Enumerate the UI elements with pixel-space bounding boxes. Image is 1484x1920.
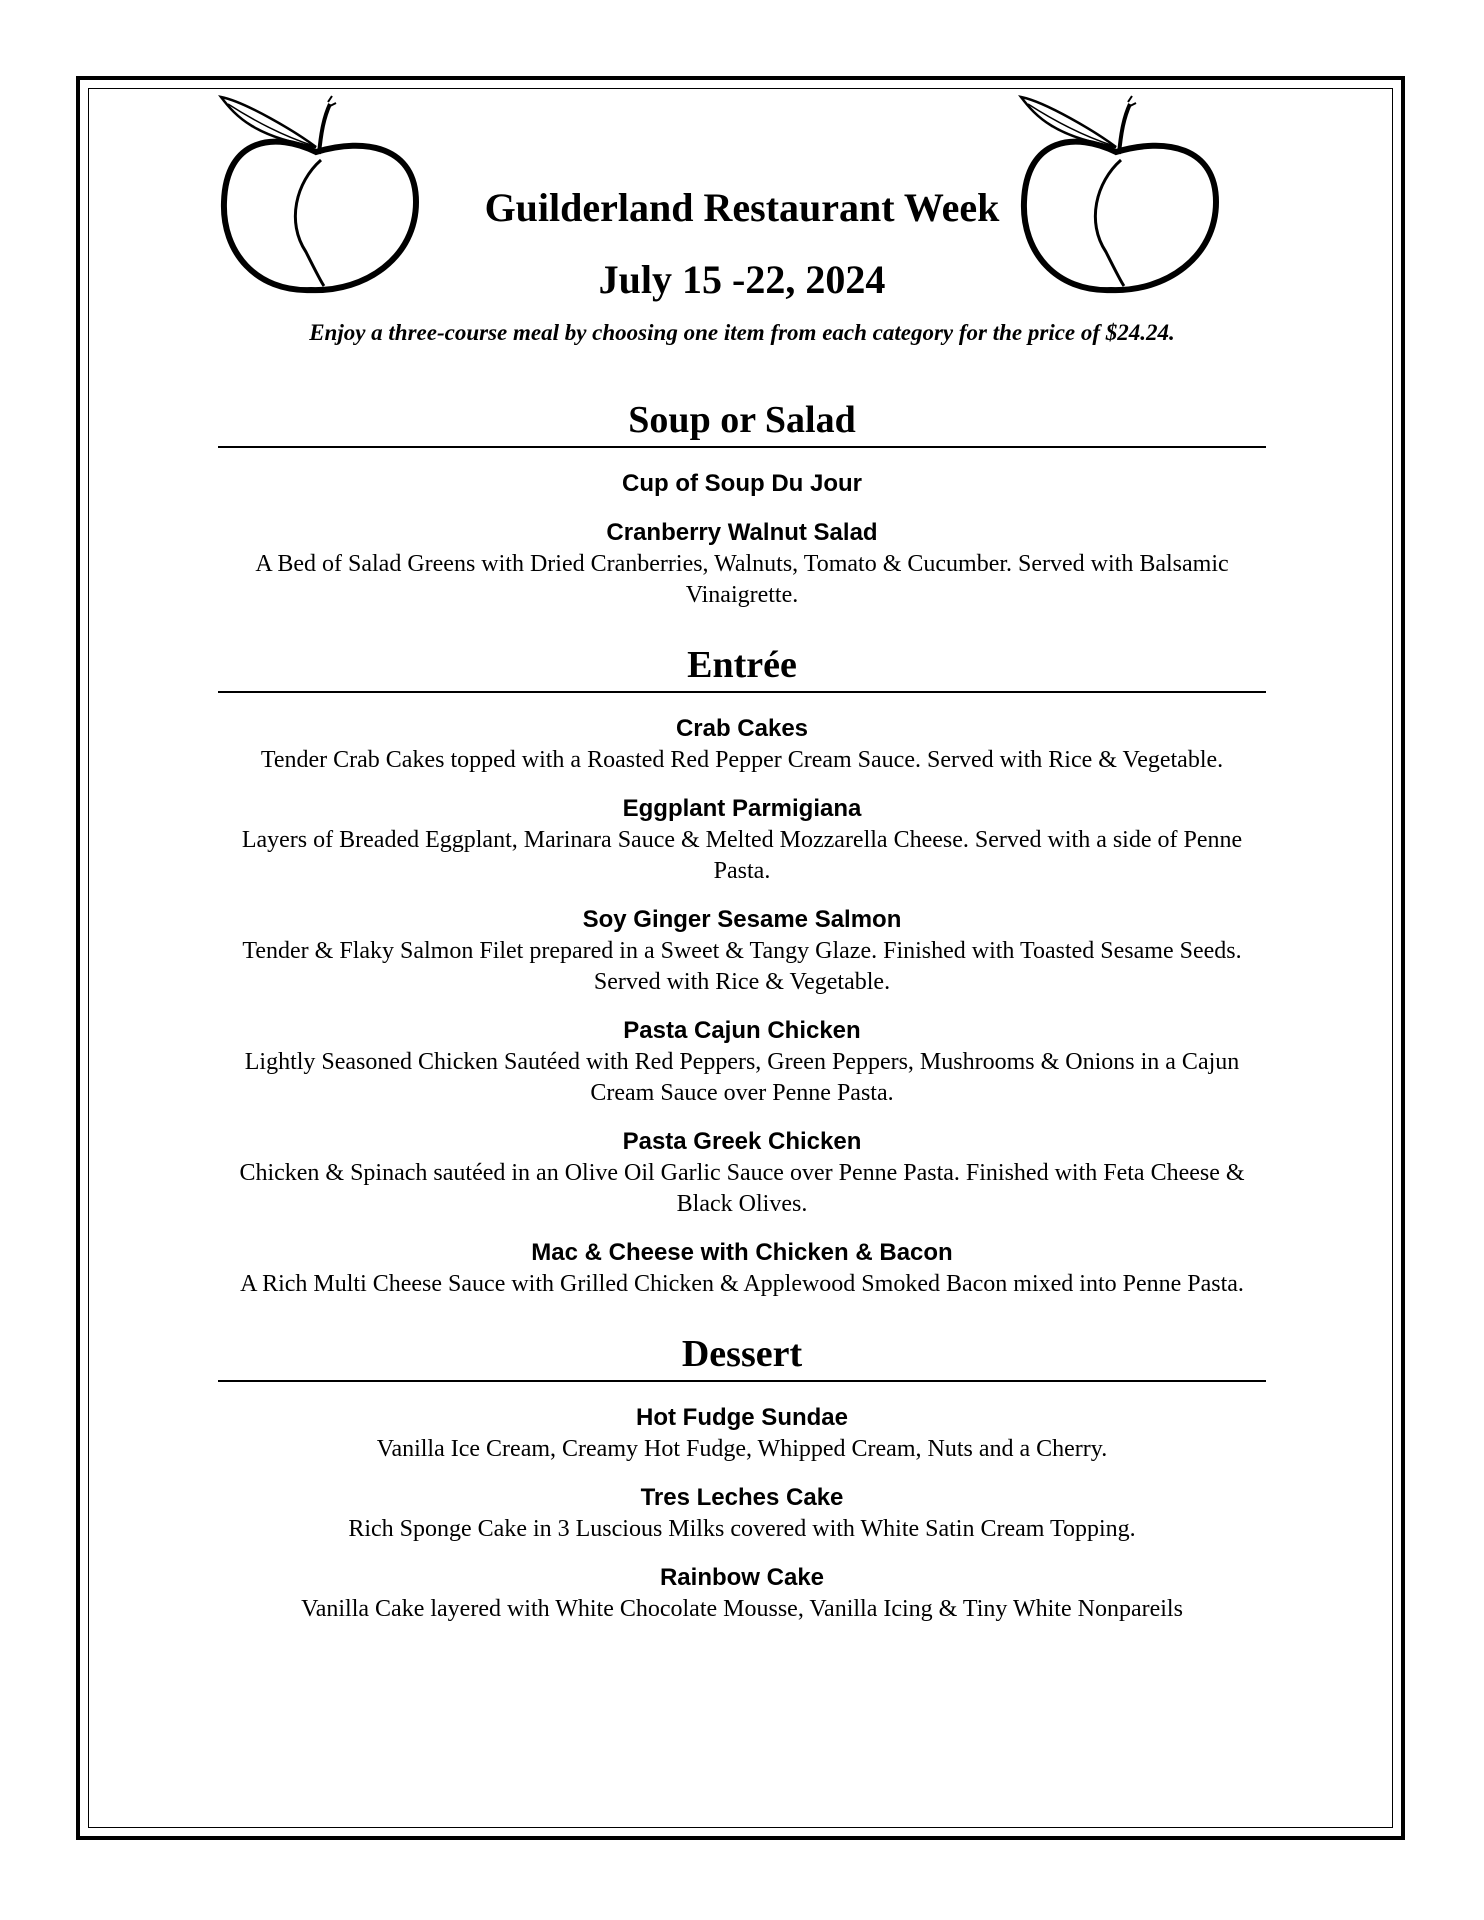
item-name: Mac & Cheese with Chicken & Bacon [531,1239,953,1266]
item-name: Soy Ginger Sesame Salmon [582,906,902,933]
menu-item [218,713,1266,776]
section-title: Dessert [218,1332,1266,1382]
event-dates: July 15 -22, 2024 [598,257,886,302]
menu-item [218,1126,1266,1220]
item-name: Crab Cakes [675,715,809,742]
item-description: Layers of Breaded Eggplant, Marinara Sauce & Melted Mozzarella Cheese. Served with a side of Penne Pasta. [241,827,1243,884]
item-description: Tender & Flaky Salmon Filet prepared in a Sweet & Tangy Glaze. Finished with Toasted Sesame Seeds. Served with Rice & Vegetable. [242,938,1242,995]
item-description: Tender Crab Cakes topped with a Roasted Red Pepper Cream Sauce. Served with Rice & Vegetable. [260,747,1224,773]
menu-item [218,793,1266,887]
section-entree [218,643,1266,1300]
item-description: A Rich Multi Cheese Sauce with Grilled Chicken & Applewood Smoked Bacon mixed into Penne Pasta. [240,1271,1244,1297]
menu-item [218,1237,1266,1300]
item-name: Tres Leches Cake [640,1484,844,1511]
section-dessert [218,1332,1266,1625]
menu-item [218,1402,1266,1465]
item-name: Eggplant Parmigiana [622,795,862,822]
item-description: Vanilla Cake layered with White Chocolate Mousse, Vanilla Icing & Tiny White Nonpareils [301,1596,1183,1622]
page-title: Guilderland Restaurant Week [484,185,1000,230]
item-description: Rich Sponge Cake in 3 Luscious Milks covered with White Satin Cream Topping. [348,1516,1136,1542]
item-name: Cranberry Walnut Salad [606,519,878,546]
item-description: Chicken & Spinach sautéed in an Olive Oil Garlic Sauce over Penne Pasta. Finished with Feta Cheese & Black Olives. [239,1160,1245,1217]
menu-item [218,517,1266,611]
menu-item [218,468,1266,500]
item-name: Hot Fudge Sundae [636,1404,848,1431]
item-name: Pasta Greek Chicken [622,1128,862,1155]
intro-text: Enjoy a three-course meal by choosing one item from each category for the price of $24.24. [309,320,1175,345]
menu-content [218,398,1266,1642]
section-title: Entrée [218,643,1266,693]
item-name: Cup of Soup Du Jour [622,470,862,497]
section-title: Soup or Salad [218,398,1266,448]
menu-item [218,1482,1266,1545]
item-description: A Bed of Salad Greens with Dried Cranberries, Walnuts, Tomato & Cucumber. Served with Balsamic Vinaigrette. [255,551,1229,608]
menu-item [218,1015,1266,1109]
section-soup-or-salad [218,398,1266,611]
menu-item [218,904,1266,998]
item-description: Vanilla Ice Cream, Creamy Hot Fudge, Whipped Cream, Nuts and a Cherry. [376,1436,1108,1462]
item-name: Rainbow Cake [659,1564,825,1591]
item-description: Lightly Seasoned Chicken Sautéed with Red Peppers, Green Peppers, Mushrooms & Onions in a Cajun Cream Sauce over Penne Pasta. [244,1049,1240,1106]
menu-item [218,1562,1266,1625]
item-name: Pasta Cajun Chicken [623,1017,861,1044]
